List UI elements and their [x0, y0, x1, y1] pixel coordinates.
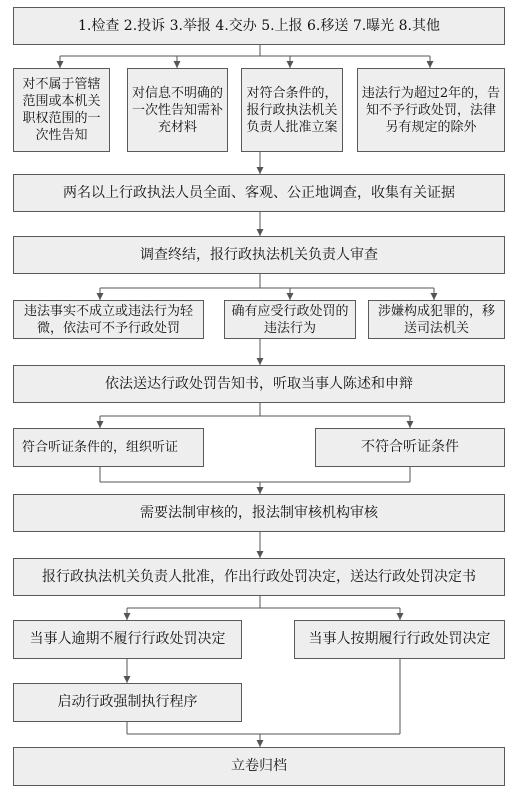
- node-no-penalty: 违法事实不成立或违法行为轻微，依法可不予行政处罚: [13, 300, 204, 339]
- node-legal-review: 需要法制审核的，报法制审核机构审核: [13, 494, 505, 532]
- node-investigation: 两名以上行政执法人员全面、客观、公正地调查，收集有关证据: [13, 174, 505, 212]
- node-notice: 依法送达行政处罚告知书，听取当事人陈述和申辩: [13, 365, 505, 403]
- node-notify-out-of-scope: 对不属于管辖范围或本机关职权范围的一次性告知: [13, 68, 110, 152]
- node-decision: 报行政执法机关负责人批准，作出行政处罚决定，送达行政处罚决定书: [13, 558, 505, 596]
- node-review: 调查终结，报行政执法机关负责人审查: [13, 236, 505, 274]
- node-transfer-judicial: 涉嫌构成犯罪的，移送司法机关: [368, 300, 505, 339]
- node-over-two-years: 违法行为超过2年的，告知不予行政处罚，法律另有规定的除外: [357, 68, 505, 152]
- node-enforcement: 启动行政强制执行程序: [13, 683, 242, 722]
- node-approve-filing: 对符合条件的，报行政执法机关负责人批准立案: [241, 68, 343, 152]
- node-not-comply: 当事人逾期不履行行政处罚决定: [13, 620, 242, 659]
- node-hearing-organize: 符合听证条件的，组织听证: [13, 428, 204, 467]
- node-notify-supplement: 对信息不明确的一次性告知需补充材料: [127, 68, 228, 152]
- node-comply: 当事人按期履行行政处罚决定: [294, 620, 505, 659]
- node-case-sources: 1.检查 2.投诉 3.举报 4.交办 5.上报 6.移送 7.曝光 8.其他: [13, 7, 505, 45]
- node-archive: 立卷归档: [13, 747, 505, 786]
- node-hearing-not-eligible: 不符合听证条件: [315, 428, 505, 467]
- node-should-penalize: 确有应受行政处罚的违法行为: [224, 300, 356, 339]
